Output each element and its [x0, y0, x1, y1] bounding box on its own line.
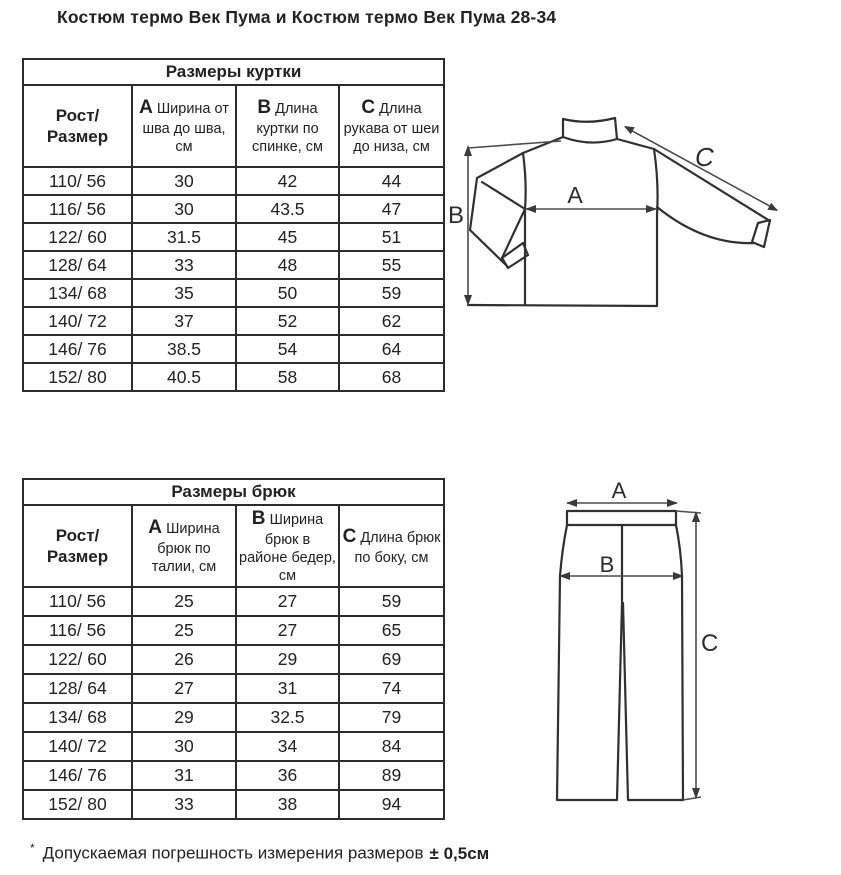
value-a-cell: 25 [132, 616, 236, 645]
dim-letter-a: A [139, 97, 153, 118]
dim-letter-c: C [342, 526, 357, 548]
table-row [23, 790, 444, 819]
value-b-cell: 27 [236, 587, 339, 616]
value-a-cell: 33 [132, 790, 236, 819]
footnote-text: Допускаемая погрешность измерения размеров [42, 843, 424, 863]
size-cell: 116/ 56 [23, 616, 132, 645]
value-b-cell: 42 [236, 167, 339, 195]
value-a-cell: 40.5 [132, 363, 236, 391]
value-a-cell: 26 [132, 645, 236, 674]
value-c-cell: 89 [339, 761, 444, 790]
size-cell: 140/ 72 [23, 732, 132, 761]
value-b-cell: 38 [236, 790, 339, 819]
jacket-hem-line [468, 305, 657, 306]
table-row [23, 279, 444, 307]
pants-table-title: Размеры брюк [23, 479, 444, 505]
value-a-cell: 30 [132, 195, 236, 223]
value-b-cell: 36 [236, 761, 339, 790]
value-a-cell: 29 [132, 703, 236, 732]
table-row [23, 363, 444, 391]
value-a-cell: 30 [132, 732, 236, 761]
jacket-left-sleeve [470, 153, 525, 267]
col-label-b: Ширина брюк в районе бедер, см [239, 511, 336, 584]
tolerance-footnote [30, 841, 489, 864]
size-cell: 128/ 64 [23, 674, 132, 703]
pants-right-hip [676, 525, 682, 576]
size-cell: 122/ 60 [23, 645, 132, 674]
size-cell: 152/ 80 [23, 363, 132, 391]
jacket-table-title: Размеры куртки [23, 59, 444, 85]
jacket-dimension-c [624, 126, 778, 211]
col-header-a [132, 85, 236, 167]
jacket-left-shoulder [523, 137, 563, 153]
table-header-row [23, 505, 444, 587]
size-cell: 128/ 64 [23, 251, 132, 279]
jacket-label-c: C [695, 142, 714, 172]
pants-right-leg [623, 576, 683, 800]
jacket-collar [563, 118, 617, 143]
table-header-row [23, 85, 444, 167]
value-b-cell: 45 [236, 223, 339, 251]
dim-letter-a: A [148, 517, 163, 538]
value-b-cell: 34 [236, 732, 339, 761]
value-a-cell: 30 [132, 167, 236, 195]
value-b-cell: 43.5 [236, 195, 339, 223]
table-row [23, 307, 444, 335]
value-c-cell: 64 [339, 335, 444, 363]
value-b-cell: 48 [236, 251, 339, 279]
col-label-a: Ширина от шва до шва, см [142, 101, 229, 155]
value-c-cell: 44 [339, 167, 444, 195]
value-c-cell: 79 [339, 703, 444, 732]
jacket-drawing [468, 118, 770, 306]
col-label-b: Длина куртки по спинке, см [251, 101, 324, 155]
col-header-c [339, 85, 444, 167]
col-header-a [132, 505, 236, 587]
table-row [23, 616, 444, 645]
table-row [23, 251, 444, 279]
table-row [23, 167, 444, 195]
pants-size-table [22, 478, 445, 820]
value-b-cell: 52 [236, 307, 339, 335]
value-c-cell: 69 [339, 645, 444, 674]
value-c-cell: 68 [339, 363, 444, 391]
table-row [23, 195, 444, 223]
value-b-cell: 29 [236, 645, 339, 674]
pants-label-a: A [611, 478, 627, 503]
value-a-cell: 31.5 [132, 223, 236, 251]
value-b-cell: 50 [236, 279, 339, 307]
size-cell: 152/ 80 [23, 790, 132, 819]
size-cell: 122/ 60 [23, 223, 132, 251]
table-row [23, 674, 444, 703]
jacket-measurement-diagram [440, 95, 840, 340]
size-cell: 140/ 72 [23, 307, 132, 335]
footnote-asterisk: * [30, 841, 35, 855]
jacket-right-cuff [752, 220, 770, 247]
pants-drawing [557, 511, 683, 800]
value-b-cell: 54 [236, 335, 339, 363]
value-a-cell: 35 [132, 279, 236, 307]
value-a-cell: 38.5 [132, 335, 236, 363]
value-a-cell: 37 [132, 307, 236, 335]
value-c-cell: 65 [339, 616, 444, 645]
col-label-c: Длина рукава от шеи до низа, см [343, 101, 440, 155]
size-cell: 110/ 56 [23, 167, 132, 195]
value-c-cell: 74 [339, 674, 444, 703]
jacket-label-b: B [448, 202, 465, 229]
pants-waistband [567, 511, 676, 525]
value-a-cell: 25 [132, 587, 236, 616]
pants-left-leg [557, 576, 622, 800]
table-row [23, 761, 444, 790]
table-row [23, 223, 444, 251]
jacket-size-table [22, 58, 445, 392]
value-a-cell: 31 [132, 761, 236, 790]
table-row [23, 587, 444, 616]
value-b-cell: 27 [236, 616, 339, 645]
table-row [23, 703, 444, 732]
value-b-cell: 58 [236, 363, 339, 391]
table-caption-row [23, 59, 444, 85]
size-cell: 134/ 68 [23, 703, 132, 732]
col-label-c: Длина брюк по боку, см [354, 530, 441, 566]
pants-left-hip [560, 525, 567, 576]
value-c-cell: 47 [339, 195, 444, 223]
value-c-cell: 62 [339, 307, 444, 335]
jacket-dimension-a [525, 182, 657, 213]
pants-label-c: C [701, 630, 719, 657]
col-header-b [236, 505, 339, 587]
value-c-cell: 55 [339, 251, 444, 279]
page-title: Костюм термо Век Пума и Костюм термо Век Пума 28-34 [57, 7, 557, 27]
value-c-cell: 94 [339, 790, 444, 819]
value-a-cell: 27 [132, 674, 236, 703]
size-cell: 116/ 56 [23, 195, 132, 223]
value-c-cell: 51 [339, 223, 444, 251]
value-a-cell: 33 [132, 251, 236, 279]
dim-letter-c: C [361, 97, 376, 118]
jacket-body-right-edge [654, 149, 658, 305]
table-caption-row [23, 479, 444, 505]
table-row [23, 335, 444, 363]
value-c-cell: 84 [339, 732, 444, 761]
size-cell: 146/ 76 [23, 335, 132, 363]
pants-measurement-diagram [535, 475, 745, 855]
jacket-dimension-b [448, 141, 561, 306]
value-b-cell: 31 [236, 674, 339, 703]
col-label-a: Ширина брюк по талии, см [151, 521, 220, 575]
size-cell: 110/ 56 [23, 587, 132, 616]
col-header-size: Рост/Размер [23, 85, 132, 167]
value-b-cell: 32.5 [236, 703, 339, 732]
table-row [23, 645, 444, 674]
value-c-cell: 59 [339, 587, 444, 616]
dim-letter-b: B [251, 507, 266, 529]
footnote-tolerance-value: ± 0,5см [429, 843, 490, 863]
jacket-label-a: A [567, 182, 583, 208]
table-row [23, 732, 444, 761]
jacket-body-left-edge [523, 153, 526, 305]
col-header-c [339, 505, 444, 587]
value-c-cell: 59 [339, 279, 444, 307]
size-cell: 146/ 76 [23, 761, 132, 790]
size-cell: 134/ 68 [23, 279, 132, 307]
pants-label-b: B [599, 552, 615, 577]
col-header-b [236, 85, 339, 167]
dim-letter-b: B [257, 97, 272, 118]
col-header-size: Рост/Размер [23, 505, 132, 587]
pants-dimension-a [566, 478, 678, 507]
